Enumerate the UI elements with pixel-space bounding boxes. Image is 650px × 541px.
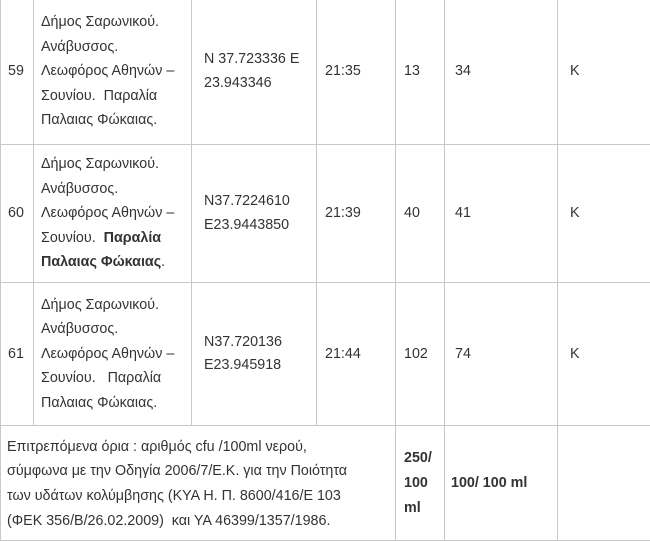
value1-cell: 40 (396, 145, 445, 283)
beach-name-bold: Παραλία (104, 230, 161, 246)
coordinates-cell (192, 145, 317, 283)
value2-cell: 41 (445, 145, 558, 283)
location-line (41, 226, 187, 251)
limit-line: ml (404, 496, 438, 521)
coordinate-line: E23.9443850 (204, 214, 312, 237)
quality-cell: K (558, 145, 650, 283)
row-number: 61 (1, 283, 34, 426)
empty-cell (558, 426, 650, 541)
coordinate-line: 23.943346 (204, 72, 312, 95)
quality-cell: K (558, 283, 650, 426)
limit-line: 100 (404, 471, 438, 496)
value1-cell: 102 (396, 283, 445, 426)
location-line: Λεωφόρος Αθηνών – (41, 342, 187, 367)
location-line: Ανάβυσσος. (41, 177, 187, 202)
table-row (1, 0, 650, 145)
coordinate-line: E23.945918 (204, 354, 312, 377)
limit-line: 250/ (404, 446, 438, 471)
beach-name-bold: Παλαιας Φώκαιας (41, 254, 161, 270)
limit-value2-cell: 100/ 100 ml (445, 426, 558, 541)
time-cell: 21:44 (317, 283, 396, 426)
time-cell: 21:39 (317, 145, 396, 283)
location-cell (34, 0, 192, 145)
coordinate-line: N37.7224610 (204, 190, 312, 213)
location-line: Δήμος Σαρωνικού. (41, 293, 187, 318)
location-line: Παλαιας Φώκαιας. (41, 391, 187, 416)
location-text: . (161, 254, 165, 270)
value1-cell: 13 (396, 0, 445, 145)
value2-cell: 74 (445, 283, 558, 426)
location-line (41, 250, 187, 275)
location-line: Παλαιας Φώκαιας. (41, 108, 187, 133)
location-line: Ανάβυσσος. (41, 35, 187, 60)
location-cell (34, 283, 192, 426)
location-line: Ανάβυσσος. (41, 317, 187, 342)
row-number: 60 (1, 145, 34, 283)
note-line: των υδάτων κολύμβησης (ΚΥΑ Η. Π. 8600/416/Ε 103 (7, 484, 387, 509)
quality-cell: K (558, 0, 650, 145)
value2-cell: 34 (445, 0, 558, 145)
location-line: Σουνίου. Παραλία (41, 366, 187, 391)
location-line: Λεωφόρος Αθηνών – (41, 201, 187, 226)
limits-note-cell (1, 426, 396, 541)
coordinates-cell (192, 283, 317, 426)
note-line: Επιτρεπόμενα όρια : αριθμός cfu /100ml νερού, (7, 435, 387, 460)
coordinates-cell (192, 0, 317, 145)
table-row (1, 283, 650, 426)
location-cell (34, 145, 192, 283)
note-line: σύμφωνα με την Οδηγία 2006/7/Ε.Κ. για την Ποιότητα (7, 459, 387, 484)
coordinate-line: N37.720136 (204, 331, 312, 354)
time-cell: 21:35 (317, 0, 396, 145)
limit-value1-cell (396, 426, 445, 541)
location-text: Σουνίου. (41, 230, 104, 246)
table-row (1, 145, 650, 283)
coordinate-line: N 37.723336 E (204, 48, 312, 71)
row-number: 59 (1, 0, 34, 145)
location-line: Δήμος Σαρωνικού. (41, 10, 187, 35)
note-line: (ΦΕΚ 356/Β/26.02.2009) και ΥΑ 46399/1357/1986. (7, 509, 387, 534)
location-line: Δήμος Σαρωνικού. (41, 152, 187, 177)
location-line: Σουνίου. Παραλία (41, 84, 187, 109)
location-line: Λεωφόρος Αθηνών – (41, 59, 187, 84)
limits-footer-row (1, 426, 650, 541)
